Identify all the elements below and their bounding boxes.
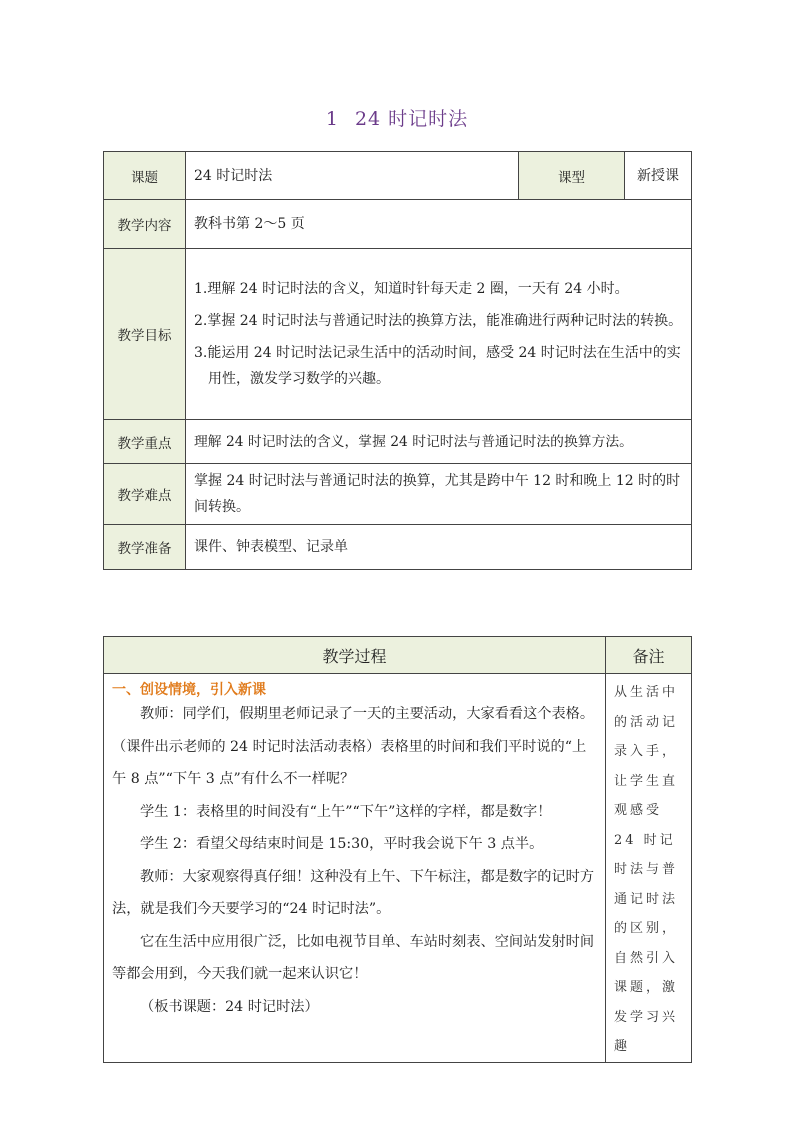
process-content: [104, 674, 606, 1063]
goals-list: [186, 249, 692, 420]
teaching-note: 从生活中的活动记录入手，让学生直观感受 24 时记时法与普通记时法的区别，自然引入课题，激发学习兴趣: [614, 685, 679, 1054]
process-body-row: [104, 674, 692, 1063]
key-label: 教学重点: [104, 420, 186, 464]
dialogue-paragraph: （板书课题：24 时记时法）: [140, 998, 319, 1015]
content-value: 教科书第 2～5 页: [186, 200, 692, 249]
content-row: [104, 200, 692, 249]
prep-value: 课件、钟表模型、记录单: [186, 525, 692, 570]
section-title: 一、创设情境，引入新课: [112, 682, 266, 698]
topic-row: [104, 152, 692, 200]
notes-header: 备注: [606, 637, 692, 674]
process-header: 教学过程: [104, 637, 606, 674]
type-label: 课型: [519, 152, 625, 200]
difficulty-label: 教学难点: [104, 464, 186, 525]
lesson-info-table: [103, 151, 692, 570]
key-value: 理解 24 时记时法的含义，掌握 24 时记时法与普通记时法的换算方法。: [186, 420, 692, 464]
difficulty-value: 掌握 24 时记时法与普通记时法的换算，尤其是跨中午 12 时和晚上 12 时的时间转换。: [186, 464, 692, 525]
key-row: [104, 420, 692, 464]
prep-label: 教学准备: [104, 525, 186, 570]
goal-item: 3.能运用 24 时记时法记录生活中的活动时间，感受 24 时记时法在生活中的实用性，激发学习数学的兴趣。: [194, 345, 681, 387]
prep-row: [104, 525, 692, 570]
notes-cell: [606, 674, 692, 1063]
goal-item: 2.掌握 24 时记时法与普通记时法的换算方法，能准确进行两种记时法的转换。: [194, 313, 683, 329]
dialogue-paragraph: 教师：同学们，假期里老师记录了一天的主要活动，大家看看这个表格。（课件出示老师的 24 时记时法活动表格）表格里的时间和我们平时说的“上午 8 点”“下午 3 点”有什么不一样呢？: [112, 706, 595, 787]
process-header-row: [104, 637, 692, 674]
topic-value: 24 时记时法: [186, 152, 519, 200]
title-text: 24 时记时法: [354, 108, 469, 130]
goal-item: 1.理解 24 时记时法的含义，知道时针每天走 2 圈，一天有 24 小时。: [194, 281, 629, 297]
topic-label: 课题: [104, 152, 186, 200]
type-value: 新授课: [625, 152, 692, 200]
dialogue-paragraph: 它在生活中应用很广泛，比如电视节目单、车站时刻表、空间站发射时间等都会用到，今天我们就一起来认识它！: [112, 933, 595, 982]
goals-row: [104, 249, 692, 420]
teaching-process-table: [103, 636, 692, 1063]
title-number: 1: [325, 108, 339, 130]
document-title: [0, 104, 794, 131]
dialogue-paragraph: 教师：大家观察得真仔细！这种没有上午、下午标注，都是数字的记时方法，就是我们今天要学习的“24 时记时法”。: [112, 868, 595, 917]
dialogue-paragraph: 学生 2：看望父母结束时间是 15:30，平时我会说下午 3 点半。: [140, 836, 544, 852]
dialogue-paragraph: 学生 1：表格里的时间没有“上午”“下午”这样的字样，都是数字！: [140, 803, 552, 820]
difficulty-row: [104, 464, 692, 525]
goals-label: 教学目标: [104, 249, 186, 420]
content-label: 教学内容: [104, 200, 186, 249]
